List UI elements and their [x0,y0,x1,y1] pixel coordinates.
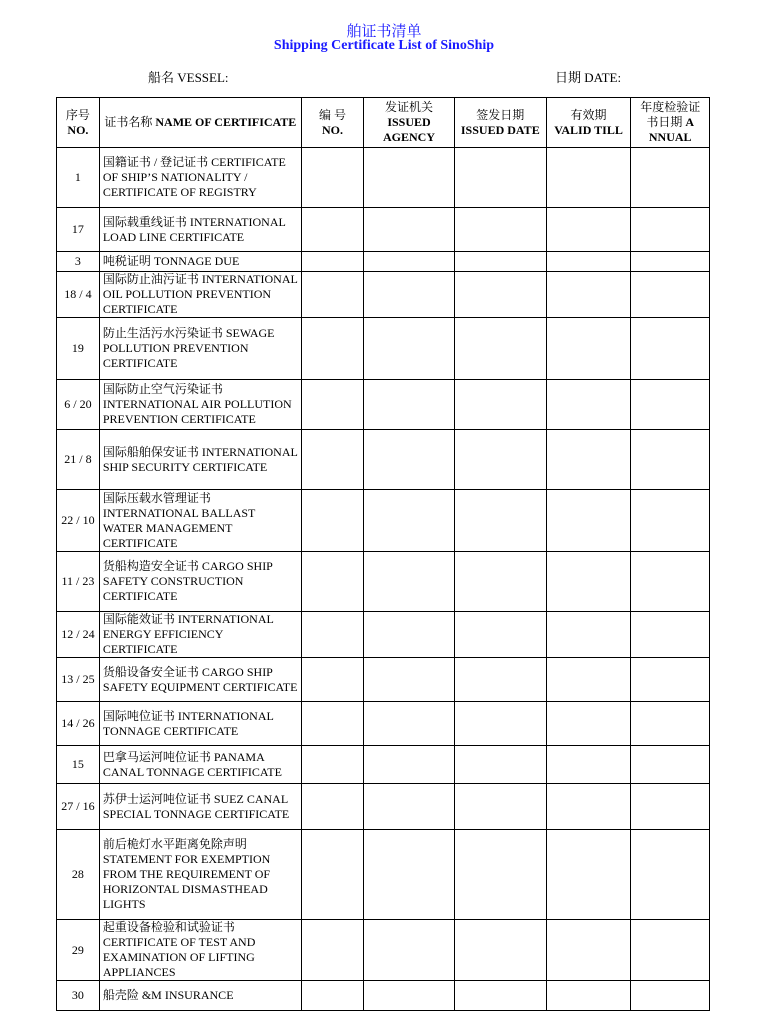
row-number-cell[interactable] [301,920,363,981]
row-valid-till-cell[interactable] [546,784,631,830]
row-no: 17 [57,208,100,252]
table-row [57,981,710,1011]
row-number-cell[interactable] [301,658,363,702]
row-annual-cell[interactable] [631,252,710,272]
row-certificate-name: 货船构造安全证书 CARGO SHIP SAFETY CONSTRUCTION CERTIFICATE [99,552,301,612]
row-annual-cell[interactable] [631,430,710,490]
row-annual-cell[interactable] [631,658,710,702]
row-valid-till-cell[interactable] [546,148,631,208]
col-header-agency-en: ISSUED AGENCY [382,115,435,144]
row-annual-cell[interactable] [631,746,710,784]
col-header-number-en: NO. [321,122,343,137]
row-number-cell[interactable] [301,318,363,380]
row-issued-date-cell[interactable] [454,148,546,208]
row-valid-till-cell[interactable] [546,208,631,252]
table-row [57,784,710,830]
row-valid-till-cell[interactable] [546,430,631,490]
table-header-row [57,98,710,148]
row-issued-date-cell[interactable] [454,490,546,552]
row-certificate-name: 国际船舶保安证书 INTERNATIONAL SHIP SECURITY CERTIFICATE [99,430,301,490]
col-header-number-cn: 编 号 [318,107,346,122]
row-certificate-name: 前后桅灯水平距离免除声明 STATEMENT FOR EXEMPTION FROM THE REQUIREMENT OF HORIZONTAL DISMASTHEAD LIGHTS [99,830,301,920]
row-valid-till-cell[interactable] [546,658,631,702]
row-valid-till-cell[interactable] [546,490,631,552]
col-header-valid-till [546,98,631,148]
row-agency-cell[interactable] [364,380,455,430]
col-header-agency [364,98,455,148]
certificate-table [56,97,710,1011]
table-row [57,746,710,784]
row-agency-cell[interactable] [364,252,455,272]
row-no: 13 / 25 [57,658,100,702]
row-certificate-name: 防止生活污水污染证书 SEWAGE POLLUTION PREVENTION CERTIFICATE [99,318,301,380]
row-certificate-name: 国际防止油污证书 INTERNATIONAL OIL POLLUTION PREVENTION CERTIFICATE [99,272,301,318]
row-valid-till-cell[interactable] [546,920,631,981]
row-agency-cell[interactable] [364,490,455,552]
row-issued-date-cell[interactable] [454,552,546,612]
row-valid-till-cell[interactable] [546,830,631,920]
row-certificate-name: 船壳险 &M INSURANCE [99,981,301,1011]
table-row [57,252,710,272]
document-title-en: Shipping Certificate List of SinoShip [273,38,495,53]
row-issued-date-cell[interactable] [454,208,546,252]
row-agency-cell[interactable] [364,702,455,746]
table-row [57,272,710,318]
col-header-name-cn: 证书名称 [104,115,153,129]
row-certificate-name: 苏伊士运河吨位证书 SUEZ CANAL SPECIAL TONNAGE CERTIFICATE [99,784,301,830]
row-number-cell[interactable] [301,552,363,612]
row-issued-date-cell[interactable] [454,981,546,1011]
row-certificate-name: 国际能效证书 INTERNATIONAL ENERGY EFFICIENCY CERTIFICATE [99,612,301,658]
row-issued-date-cell[interactable] [454,430,546,490]
row-number-cell[interactable] [301,148,363,208]
row-valid-till-cell[interactable] [546,318,631,380]
row-no: 1 [57,148,100,208]
col-header-no [57,98,100,148]
row-valid-till-cell[interactable] [546,272,631,318]
date-label: 日期 DATE: [555,70,622,85]
row-no: 6 / 20 [57,380,100,430]
row-no: 29 [57,920,100,981]
row-annual-cell[interactable] [631,702,710,746]
row-issued-date-cell[interactable] [454,252,546,272]
row-issued-date-cell[interactable] [454,380,546,430]
col-header-name [99,98,301,148]
row-no: 3 [57,252,100,272]
row-agency-cell[interactable] [364,318,455,380]
row-annual-cell[interactable] [631,784,710,830]
col-header-issued-date-cn: 签发日期 [476,107,525,122]
row-no: 14 / 26 [57,702,100,746]
row-certificate-name: 吨税证明 TONNAGE DUE [99,252,301,272]
row-number-cell[interactable] [301,208,363,252]
row-no: 30 [57,981,100,1011]
row-certificate-name: 国际防止空气污染证书 INTERNATIONAL AIR POLLUTION PREVENTION CERTIFICATE [99,380,301,430]
row-number-cell[interactable] [301,784,363,830]
row-issued-date-cell[interactable] [454,272,546,318]
row-no: 15 [57,746,100,784]
table-row [57,612,710,658]
row-annual-cell[interactable] [631,920,710,981]
table-row [57,430,710,490]
row-certificate-name: 国际载重线证书 INTERNATIONAL LOAD LINE CERTIFICATE [99,208,301,252]
row-annual-cell[interactable] [631,830,710,920]
document-title-cn: 舶证书清单 [346,24,422,40]
col-header-issued-date-en: ISSUED DATE [460,122,540,137]
row-number-cell[interactable] [301,252,363,272]
table-row [57,208,710,252]
col-header-agency-cn: 发证机关 [384,100,433,114]
row-no: 12 / 24 [57,612,100,658]
col-header-issued-date [454,98,546,148]
row-agency-cell[interactable] [364,208,455,252]
row-no: 11 / 23 [57,552,100,612]
row-annual-cell[interactable] [631,148,710,208]
table-row [57,380,710,430]
row-number-cell[interactable] [301,430,363,490]
row-agency-cell[interactable] [364,552,455,612]
row-certificate-name: 起重设备检验和试验证书 CERTIFICATE OF TEST AND EXAMINATION OF LIFTING APPLIANCES [99,920,301,981]
row-no: 27 / 16 [57,784,100,830]
row-number-cell[interactable] [301,380,363,430]
row-agency-cell[interactable] [364,920,455,981]
row-agency-cell[interactable] [364,746,455,784]
row-annual-cell[interactable] [631,318,710,380]
row-number-cell[interactable] [301,830,363,920]
row-annual-cell[interactable] [631,490,710,552]
row-issued-date-cell[interactable] [454,830,546,920]
row-certificate-name: 货船设备安全证书 CARGO SHIP SAFETY EQUIPMENT CERTIFICATE [99,658,301,702]
row-certificate-name: 巴拿马运河吨位证书 PANAMA CANAL TONNAGE CERTIFICATE [99,746,301,784]
row-issued-date-cell[interactable] [454,612,546,658]
row-valid-till-cell[interactable] [546,612,631,658]
row-no: 28 [57,830,100,920]
table-row [57,318,710,380]
col-header-annual [631,98,710,148]
row-agency-cell[interactable] [364,612,455,658]
table-row [57,830,710,920]
row-no: 22 / 10 [57,490,100,552]
row-issued-date-cell[interactable] [454,784,546,830]
col-header-valid-till-cn: 有效期 [570,107,607,122]
row-annual-cell[interactable] [631,552,710,612]
row-certificate-name: 国际压载水管理证书 INTERNATIONAL BALLAST WATER MANAGEMENT CERTIFICATE [99,490,301,552]
row-no: 21 / 8 [57,430,100,490]
row-valid-till-cell[interactable] [546,746,631,784]
col-header-number [301,98,363,148]
col-header-valid-till-en: VALID TILL [554,122,623,137]
col-header-no-en: NO. [67,122,89,137]
col-header-annual-en: A NNUAL [648,115,695,144]
row-certificate-name: 国际吨位证书 INTERNATIONAL TONNAGE CERTIFICATE [99,702,301,746]
row-annual-cell[interactable] [631,380,710,430]
row-issued-date-cell[interactable] [454,920,546,981]
row-agency-cell[interactable] [364,784,455,830]
row-no: 19 [57,318,100,380]
row-annual-cell[interactable] [631,612,710,658]
table-row [57,920,710,981]
row-issued-date-cell[interactable] [454,702,546,746]
col-header-no-cn: 序号 [65,107,90,122]
table-row [57,148,710,208]
row-valid-till-cell[interactable] [546,380,631,430]
row-number-cell[interactable] [301,746,363,784]
row-number-cell[interactable] [301,981,363,1011]
row-agency-cell[interactable] [364,830,455,920]
row-annual-cell[interactable] [631,981,710,1011]
row-valid-till-cell[interactable] [546,252,631,272]
row-agency-cell[interactable] [364,148,455,208]
row-valid-till-cell[interactable] [546,552,631,612]
row-valid-till-cell[interactable] [546,981,631,1011]
row-certificate-name: 国籍证书 / 登记证书 CERTIFICATE OF SHIP’S NATIONALITY / CERTIFICATE OF REGISTRY [99,148,301,208]
table-row [57,490,710,552]
row-number-cell[interactable] [301,272,363,318]
table-row [57,702,710,746]
row-agency-cell[interactable] [364,430,455,490]
row-number-cell[interactable] [301,612,363,658]
row-agency-cell[interactable] [364,272,455,318]
row-valid-till-cell[interactable] [546,702,631,746]
row-number-cell[interactable] [301,490,363,552]
row-agency-cell[interactable] [364,658,455,702]
row-issued-date-cell[interactable] [454,658,546,702]
col-header-annual-cn: 年度检验证书日期 [640,100,701,129]
vessel-label: 船名 VESSEL: [148,70,229,85]
row-agency-cell[interactable] [364,981,455,1011]
table-row [57,552,710,612]
row-no: 18 / 4 [57,272,100,318]
row-issued-date-cell[interactable] [454,318,546,380]
row-annual-cell[interactable] [631,272,710,318]
table-row [57,658,710,702]
row-issued-date-cell[interactable] [454,746,546,784]
col-header-name-en: NAME OF CERTIFICATE [155,115,297,129]
row-annual-cell[interactable] [631,208,710,252]
row-number-cell[interactable] [301,702,363,746]
